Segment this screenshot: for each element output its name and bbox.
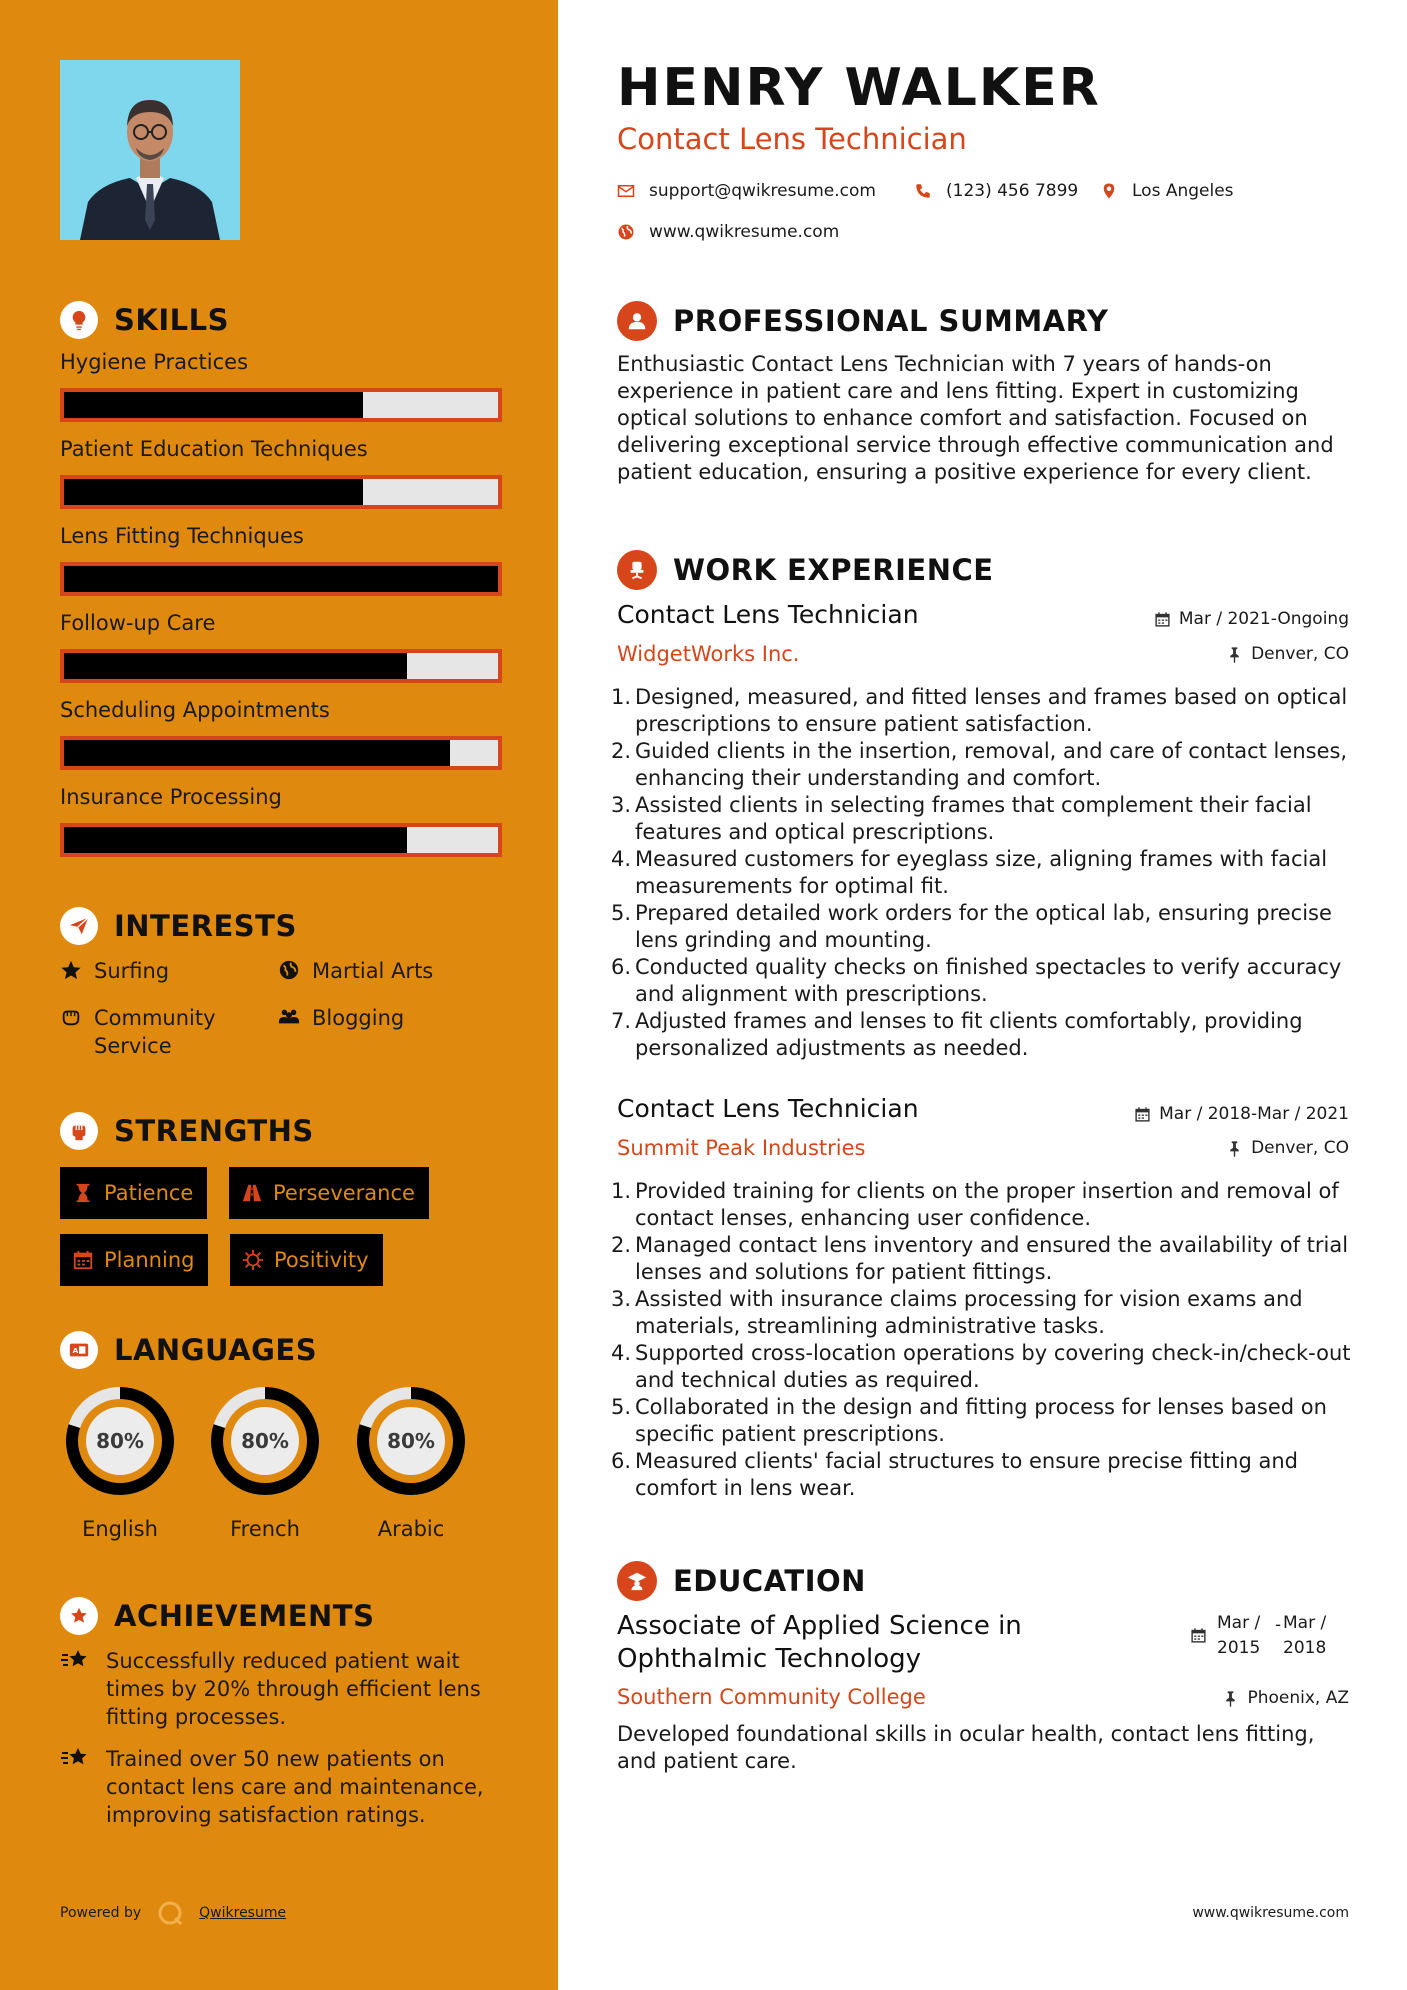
- skill-label: Lens Fitting Techniques: [60, 524, 304, 548]
- paper-plane-icon: [60, 907, 98, 945]
- road-icon: [241, 1182, 263, 1204]
- duty-item: Managed contact lens inventory and ensured the availability of trial lenses and solutions for patient fittings.: [635, 1233, 1349, 1284]
- languages-title: LANGUAGES: [114, 1333, 318, 1367]
- hourglass-icon: [72, 1182, 94, 1204]
- duty-item: Prepared detailed work orders for the optical lab, ensuring precise lens grinding and mounting.: [635, 901, 1332, 952]
- strength-label: Perseverance: [273, 1181, 415, 1205]
- map-pin-icon: [1100, 182, 1118, 200]
- achievements-heading: [60, 1597, 374, 1635]
- job-date: [1134, 1104, 1349, 1124]
- calendar-icon: [1190, 1627, 1207, 1644]
- interests-heading: [60, 907, 297, 945]
- skill-bar: [60, 736, 502, 770]
- strengths-title: STRENGTHS: [114, 1114, 314, 1148]
- strength-label: Positivity: [274, 1248, 369, 1272]
- strength-badge: [60, 1234, 208, 1286]
- duty-item: Assisted clients in selecting frames that complement their facial features and optical prescriptions.: [635, 793, 1312, 844]
- education-text: Developed foundational skills in ocular health, contact lens fitting, and patient care.: [617, 1722, 1315, 1773]
- shooting-star-icon: [60, 1645, 90, 1675]
- achievements-title: ACHIEVEMENTS: [114, 1599, 375, 1633]
- qwikresume-link[interactable]: Qwikresume: [199, 1905, 287, 1921]
- fist-icon: [60, 1112, 98, 1150]
- job-title: Contact Lens Technician: [617, 600, 919, 629]
- degree-title: Associate of Applied Science in Ophthalmic Technology: [617, 1611, 1022, 1674]
- profile-photo: [60, 60, 240, 240]
- skill-item: [60, 437, 500, 509]
- skill-item: [60, 698, 500, 770]
- interest-label: Community Service: [94, 1006, 216, 1058]
- company-name: WidgetWorks Inc.: [617, 642, 800, 666]
- education-end-year: 2018: [1283, 1638, 1327, 1658]
- job-title: Contact Lens Technician: [617, 1094, 919, 1123]
- user-icon: [617, 301, 657, 341]
- education-location: [1222, 1688, 1349, 1708]
- job-location-text: Denver, CO: [1251, 644, 1349, 664]
- interest-label: Surfing: [94, 959, 170, 983]
- skill-bar: [60, 562, 502, 596]
- shooting-star-icon: [60, 1743, 90, 1773]
- skill-label: Follow-up Care: [60, 611, 216, 635]
- job-date-text: Mar / 2021-Ongoing: [1178, 609, 1349, 629]
- job-date-text: Mar / 2018-Mar / 2021: [1159, 1104, 1349, 1124]
- education-location-text: Phoenix, AZ: [1247, 1688, 1349, 1708]
- language-item: [58, 1379, 182, 1541]
- contact-phone[interactable]: [914, 181, 1078, 201]
- skill-item: [60, 785, 500, 857]
- school-name: Southern Community College: [617, 1685, 926, 1709]
- hand-icon: [60, 1006, 82, 1028]
- skill-bar: [60, 823, 502, 857]
- skills-title: SKILLS: [114, 303, 229, 337]
- achievement-text: Successfully reduced patient wait times by 20% through efficient lens fitting processes.: [106, 1649, 481, 1729]
- duty-item: Assisted with insurance claims processing for vision exams and materials, streamlining administrative tasks.: [635, 1287, 1303, 1338]
- duty-item: Adjusted frames and lenses to fit clients comfortably, providing personalized adjustments as needed.: [635, 1009, 1303, 1060]
- skill-label: Insurance Processing: [60, 785, 282, 809]
- strengths-heading: [60, 1112, 314, 1150]
- skill-bar-fill: [64, 740, 450, 766]
- strength-badge: [229, 1167, 429, 1219]
- duty-item: Designed, measured, and fitted lenses and frames based on optical prescriptions to ensure patient satisfaction.: [635, 685, 1348, 736]
- job-location: [1226, 644, 1349, 664]
- candidate-title: Contact Lens Technician: [617, 122, 967, 156]
- language-donut: [349, 1379, 473, 1503]
- duty-item: Measured customers for eyeglass size, aligning frames with facial measurements for optimal fit.: [635, 847, 1328, 898]
- skills-heading: [60, 301, 229, 339]
- duty-item: Supported cross-location operations by covering check-in/check-out and technical duties as required.: [635, 1341, 1351, 1392]
- job-date: [1154, 609, 1349, 629]
- envelope-icon: [617, 182, 635, 200]
- summary-title: PROFESSIONAL SUMMARY: [673, 304, 1109, 338]
- candidate-name: HENRY WALKER: [617, 58, 1101, 118]
- education-start-year: 2015: [1217, 1638, 1261, 1658]
- languages-heading: [60, 1331, 317, 1369]
- users-icon: [278, 1006, 300, 1028]
- job-location: [1226, 1138, 1349, 1158]
- interest-item: [60, 957, 169, 985]
- language-percent: 80%: [241, 1429, 289, 1453]
- graduate-icon: [617, 1561, 657, 1601]
- globe-icon: [617, 223, 635, 241]
- footer-website[interactable]: www.qwikresume.com: [1192, 1905, 1349, 1921]
- company-name: Summit Peak Industries: [617, 1136, 866, 1160]
- lightbulb-icon: [60, 301, 98, 339]
- experience-title: WORK EXPERIENCE: [673, 553, 994, 587]
- education-date-end: [1283, 1611, 1341, 1661]
- contact-website[interactable]: [617, 222, 839, 242]
- strength-badge: [60, 1167, 207, 1219]
- language-item: [203, 1379, 327, 1541]
- education-date-start: [1217, 1611, 1275, 1661]
- job-location-text: Denver, CO: [1251, 1138, 1349, 1158]
- calendar-icon: [72, 1249, 94, 1271]
- powered-by: [60, 1900, 286, 1926]
- education-heading: [617, 1561, 866, 1601]
- education-date: [1190, 1611, 1341, 1661]
- website-text: www.qwikresume.com: [649, 222, 840, 242]
- contact-location: [1100, 181, 1234, 201]
- interests-title: INTERESTS: [114, 909, 297, 943]
- language-donut: [203, 1379, 327, 1503]
- skill-bar: [60, 649, 502, 683]
- skill-item: [60, 524, 500, 596]
- interest-label: Blogging: [312, 1006, 405, 1030]
- phone-icon: [914, 182, 932, 200]
- powered-by-label: Powered by: [60, 1905, 142, 1921]
- skill-bar-fill: [64, 566, 498, 592]
- skill-bar-fill: [64, 827, 407, 853]
- duty-item: Guided clients in the insertion, removal, and care of contact lenses, enhancing their understanding and comfort.: [635, 739, 1348, 790]
- sidebar: [0, 0, 558, 1990]
- skill-label: Hygiene Practices: [60, 350, 249, 374]
- phone-text: (123) 456 7899: [946, 181, 1079, 201]
- pushpin-icon: [1226, 1140, 1243, 1157]
- skill-bar-fill: [64, 392, 363, 418]
- education-start-month: Mar /: [1217, 1613, 1261, 1633]
- achievement-item: [60, 1745, 500, 1829]
- duty-item: Conducted quality checks on finished spectacles to verify accuracy and alignment with prescriptions.: [635, 955, 1342, 1006]
- strength-label: Patience: [104, 1181, 194, 1205]
- education-date-separator: -: [1275, 1615, 1282, 1635]
- language-percent: 80%: [387, 1429, 435, 1453]
- skill-item: [60, 350, 500, 422]
- language-label: English: [82, 1517, 158, 1541]
- qwikresume-logo-icon: [157, 1900, 183, 1926]
- language-label: French: [230, 1517, 300, 1541]
- pushpin-icon: [1222, 1690, 1239, 1707]
- language-item: [349, 1379, 473, 1541]
- job-duties: [617, 684, 1357, 1062]
- calendar-icon: [1134, 1106, 1151, 1123]
- achievement-item: [60, 1647, 500, 1731]
- skill-bar-fill: [64, 479, 363, 505]
- skill-item: [60, 611, 500, 683]
- strength-label: Planning: [104, 1248, 195, 1272]
- award-star-icon: [60, 1597, 98, 1635]
- language-percent: 80%: [96, 1429, 144, 1453]
- interest-label: Martial Arts: [312, 959, 434, 983]
- strength-badge: [230, 1234, 383, 1286]
- star-icon: [60, 959, 82, 981]
- interest-item: [60, 1004, 216, 1060]
- job-duties: [617, 1178, 1357, 1502]
- summary-heading: [617, 301, 1108, 341]
- experience-heading: [617, 550, 994, 590]
- language-label: Arabic: [377, 1517, 445, 1541]
- education-end-month: Mar /: [1283, 1613, 1327, 1633]
- pushpin-icon: [1226, 646, 1243, 663]
- skill-bar: [60, 475, 502, 509]
- summary-text: Enthusiastic Contact Lens Technician with 7 years of hands-on experience in patient care and lens fitting. Expert in customizing optical solutions to enhance comfort and satisfaction. Focused on delivering exceptional service through effective communication and patient education, ensuring a positive experience for every client.: [617, 352, 1334, 484]
- globe-icon: [278, 959, 300, 981]
- contact-email[interactable]: [617, 181, 876, 201]
- duty-item: Provided training for clients on the proper insertion and removal of contact lenses, enhancing user confidence.: [635, 1179, 1339, 1230]
- duty-item: Collaborated in the design and fitting process for lenses based on specific patient prescriptions.: [635, 1395, 1327, 1446]
- location-text: Los Angeles: [1132, 181, 1234, 201]
- language-icon: [60, 1331, 98, 1369]
- calendar-icon: [1154, 611, 1171, 628]
- svg-text:A: A: [72, 1346, 79, 1356]
- sun-icon: [242, 1249, 264, 1271]
- education-title: EDUCATION: [673, 1564, 866, 1598]
- email-text: support@qwikresume.com: [649, 181, 876, 201]
- office-chair-icon: [617, 550, 657, 590]
- language-donut: [58, 1379, 182, 1503]
- achievement-text: Trained over 50 new patients on contact lens care and maintenance, improving satisfaction ratings.: [106, 1747, 484, 1827]
- skill-label: Scheduling Appointments: [60, 698, 330, 722]
- skill-bar-fill: [64, 653, 407, 679]
- duty-item: Measured clients' facial structures to ensure precise fitting and comfort in lens wear.: [635, 1449, 1298, 1500]
- interest-item: [278, 1004, 404, 1032]
- interest-item: [278, 957, 433, 985]
- skill-label: Patient Education Techniques: [60, 437, 368, 461]
- skill-bar: [60, 388, 502, 422]
